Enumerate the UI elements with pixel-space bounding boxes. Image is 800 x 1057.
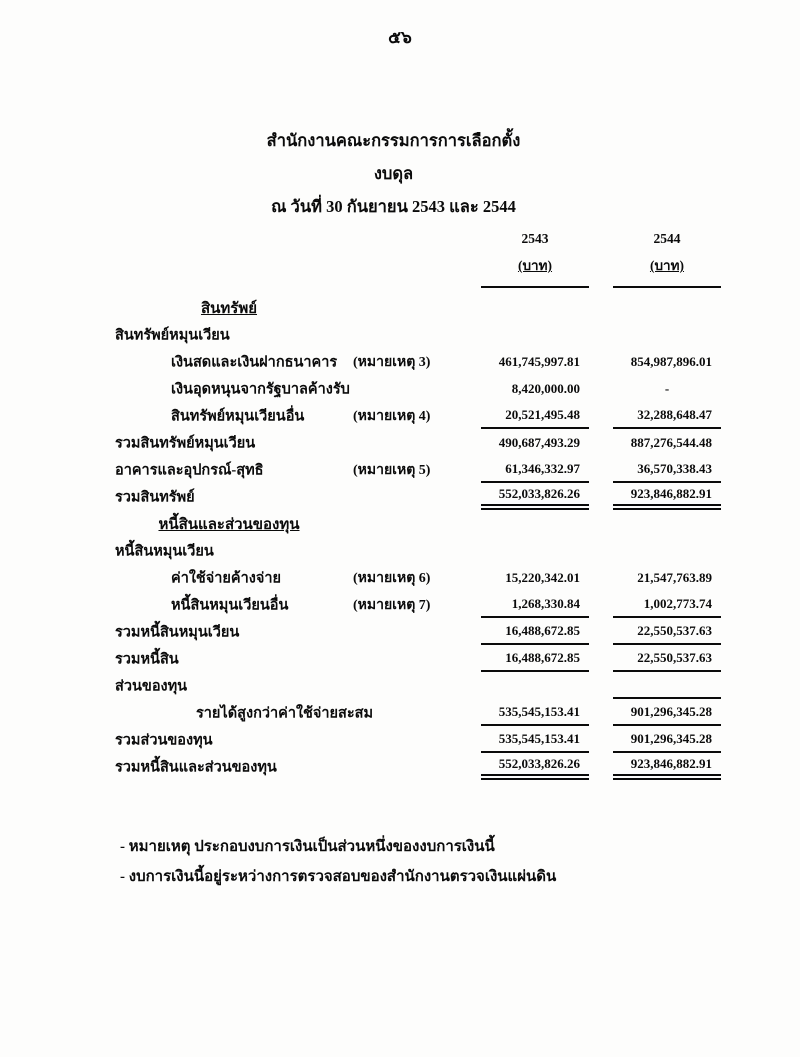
value-2544: - xyxy=(664,380,670,396)
table-row xyxy=(113,753,733,780)
table-row xyxy=(113,591,733,618)
value-2543: 8,420,000.00 xyxy=(511,380,580,396)
value-2543: 535,545,153.41 xyxy=(481,699,589,726)
column-header-2543 xyxy=(481,231,589,288)
value-2543: 552,033,826.26 xyxy=(481,753,589,780)
statement-date: ณ วันที่ 30 กันยายน 2543 และ 2544 xyxy=(271,197,516,216)
value-2544 xyxy=(613,294,721,321)
value-2543: 16,488,672.85 xyxy=(481,618,589,645)
organization-title: สำนักงานคณะกรรมการการเลือกตั้ง xyxy=(266,131,521,150)
document-title-block xyxy=(6,124,781,223)
value-2543: 552,033,826.26 xyxy=(481,483,589,510)
value-2544: 21,547,763.89 xyxy=(637,569,712,585)
row-label: รวมหนี้สินหมุนเวียน xyxy=(115,624,240,640)
footnotes xyxy=(120,832,556,892)
row-label: รวมหนี้สิน xyxy=(115,651,179,667)
section-heading-row xyxy=(113,294,733,321)
column-year-label: 2544 xyxy=(653,231,681,246)
row-label: รวมส่วนของทุน xyxy=(115,732,213,748)
table-row xyxy=(113,321,733,348)
value-2544: 22,550,537.63 xyxy=(613,645,721,672)
row-label: รวมหนี้สินและส่วนของทุน xyxy=(115,759,277,775)
column-unit-label: (บาท) xyxy=(517,258,553,273)
row-label: รวมสินทรัพย์หมุนเวียน xyxy=(115,435,256,451)
value-2543 xyxy=(481,672,589,699)
value-2544: 901,296,345.28 xyxy=(613,699,721,726)
row-label: อาคารและอุปกรณ์-สุทธิ xyxy=(115,462,264,478)
value-2544: 923,846,882.91 xyxy=(613,753,721,780)
value-2543: 15,220,342.01 xyxy=(505,569,580,585)
table-row xyxy=(113,375,733,402)
row-label: ส่วนของทุน xyxy=(115,678,188,694)
row-label: หนี้สินและส่วนของทุน xyxy=(158,516,300,533)
value-2544: 923,846,882.91 xyxy=(613,483,721,510)
value-2544: 854,987,896.01 xyxy=(630,353,712,369)
footnote: - หมายเหตุ ประกอบงบการเงินเป็นส่วนหนึ่งของงบการเงินนี้ xyxy=(120,839,495,855)
row-label: รายได้สูงกว่าค่าใช้จ่ายสะสม xyxy=(196,705,374,721)
table-row xyxy=(113,726,733,753)
row-label: สินทรัพย์หมุนเวียน xyxy=(115,327,230,343)
value-2543: 20,521,495.48 xyxy=(481,402,589,429)
value-2544: 1,002,773.74 xyxy=(613,591,721,618)
page-number: ๕๖ xyxy=(388,28,412,47)
table-row xyxy=(113,564,733,591)
column-headers xyxy=(113,230,733,290)
table-row xyxy=(113,429,733,456)
value-2544 xyxy=(613,672,721,699)
value-2544: 36,570,338.43 xyxy=(613,456,721,483)
table-row xyxy=(113,699,733,726)
value-2543 xyxy=(481,537,589,564)
column-header-2544 xyxy=(613,231,721,288)
row-label: สินทรัพย์หมุนเวียนอื่น xyxy=(171,408,305,424)
row-label: เงินอุดหนุนจากรัฐบาลค้างรับ xyxy=(171,381,350,397)
table-row xyxy=(113,645,733,672)
note-reference: (หมายเหตุ 7) xyxy=(353,597,431,613)
table-row xyxy=(113,483,733,510)
table-row xyxy=(113,537,733,564)
row-label: สินทรัพย์ xyxy=(200,300,258,317)
value-2544: 32,288,648.47 xyxy=(613,402,721,429)
value-2544 xyxy=(613,510,721,537)
value-2544: 887,276,544.48 xyxy=(630,434,712,450)
value-2544 xyxy=(613,321,721,348)
value-2543 xyxy=(481,510,589,537)
note-reference: (หมายเหตุ 6) xyxy=(353,570,431,586)
column-unit-label: (บาท) xyxy=(649,258,685,273)
row-label: หนี้สินหมุนเวียนอื่น xyxy=(171,597,289,613)
value-2543: 16,488,672.85 xyxy=(481,645,589,672)
value-2543: 61,346,332.97 xyxy=(481,456,589,483)
value-2544 xyxy=(613,537,721,564)
value-2543: 535,545,153.41 xyxy=(481,726,589,753)
balance-sheet-table xyxy=(113,230,733,780)
section-heading-row xyxy=(113,510,733,537)
table-row xyxy=(113,672,733,699)
table-row xyxy=(113,348,733,375)
column-year-label: 2543 xyxy=(521,231,549,246)
footnote: - งบการเงินนี้อยู่ระหว่างการตรวจสอบของสำนักงานตรวจเงินแผ่นดิน xyxy=(120,869,557,885)
note-reference: (หมายเหตุ 3) xyxy=(353,354,431,370)
table-rows xyxy=(113,294,733,780)
table-row xyxy=(113,402,733,429)
note-reference: (หมายเหตุ 4) xyxy=(353,408,431,424)
value-2544: 901,296,345.28 xyxy=(613,726,721,753)
value-2543: 461,745,997.81 xyxy=(498,353,580,369)
value-2543: 1,268,330.84 xyxy=(481,591,589,618)
table-row xyxy=(113,456,733,483)
row-label: หนี้สินหมุนเวียน xyxy=(115,543,214,559)
value-2544: 22,550,537.63 xyxy=(613,618,721,645)
note-reference: (หมายเหตุ 5) xyxy=(353,462,431,478)
table-row xyxy=(113,618,733,645)
row-label: เงินสดและเงินฝากธนาคาร xyxy=(171,354,338,370)
row-label: รวมสินทรัพย์ xyxy=(115,489,195,505)
statement-title: งบดุล xyxy=(373,164,414,183)
value-2543: 490,687,493.29 xyxy=(498,434,580,450)
value-2543 xyxy=(481,321,589,348)
row-label: ค่าใช้จ่ายค้างจ่าย xyxy=(171,570,281,586)
value-2543 xyxy=(481,294,589,321)
